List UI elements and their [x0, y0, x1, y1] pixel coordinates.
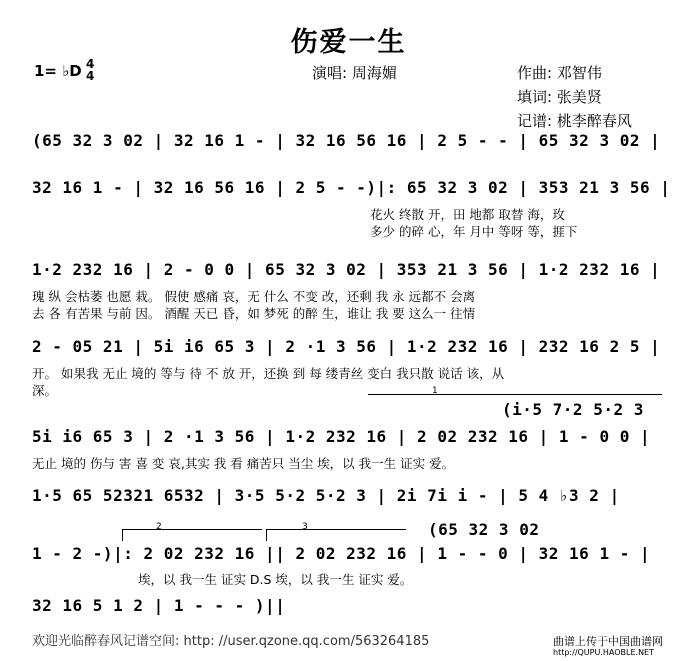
footer-site-name: 曲谱上传于中国曲谱网: [553, 635, 663, 648]
key-signature: 1= ♭D: [34, 62, 82, 80]
notation-row-7: 1 - 2 -)|: 2 02 232 16 || 2 02 232 16 | 1 - - 0 | 32 16 1 - |: [32, 544, 651, 563]
footer-link-text: 欢迎光临醉春风记谱空间: http: //user.qzone.qq.com/563264185: [32, 634, 430, 649]
notation-row-6: 1·5 65 52321 6532 | 3·5 5·2 5·2 3 | 2i 7i i - | 5 4 ♭3 2 |: [32, 486, 620, 505]
composer-credit: 作曲: 邓智伟: [517, 64, 602, 82]
volta-2-tick: [122, 529, 123, 541]
lyric-row-4b: 深。: [32, 383, 58, 398]
notation-row-7-extra: (65 32 3 02: [428, 520, 540, 539]
footer-site-url: http://QUPU.HAOBLE.NET: [553, 648, 654, 657]
notation-row-4: 2 - 05 21 | 5i i6 65 3 | 2 ·1 3 56 | 1·2 232 16 | 232 16 2 5 |: [32, 337, 661, 356]
volta-2-label: 2: [156, 522, 162, 532]
lyric-row-2b: 多少 的碎 心，年 月中 等呀 等，捱下: [370, 224, 578, 239]
lyric-row-4a: 开。 如果我 无止 境的 等与 待 不 放 开，还换 到 每 缕青丝 变白 我只散 说话 该，从: [32, 366, 505, 381]
volta-2-line: [122, 529, 262, 530]
song-title: 伤爱一生: [290, 27, 407, 58]
notation-row-5: 5i i6 65 3 | 2 ·1 3 56 | 1·2 232 16 | 2 02 232 16 | 1 - 0 0 |: [32, 427, 651, 446]
lyric-row-7: 埃，以 我一生 证实 D.S 埃，以 我一生 证实 爱。: [138, 572, 413, 587]
lyric-row-5: 无止 境的 伤与 害 喜 变 哀,其实 我 看 痛苦只 当尘 埃，以 我一生 证实 爱。: [32, 456, 455, 471]
notation-row-4-extra: (i·5 7·2 5·2 3: [502, 400, 644, 419]
volta-3-label: 3: [302, 522, 308, 532]
singer-credit: 演唱: 周海媚: [312, 64, 397, 82]
notation-row-1: (65 32 3 02 | 32 16 1 - | 32 16 56 16 | 2 5 - - | 65 32 3 02 |: [32, 131, 661, 150]
notation-row-3: 1·2 232 16 | 2 - 0 0 | 65 32 3 02 | 353 21 3 56 | 1·2 232 16 |: [32, 260, 661, 279]
lyric-row-3a: 瑰 纵 会枯萎 也愿 栽。 假使 感痛 哀，无 什么 不变 改，还剩 我 永 远都不 会离: [32, 289, 476, 304]
notation-row-2: 32 16 1 - | 32 16 56 16 | 2 5 - -)|: 65 32 3 02 | 353 21 3 56 |: [32, 178, 671, 197]
volta-3-tick: [266, 529, 267, 541]
volta-3-line: [266, 529, 406, 530]
time-signature: [86, 58, 94, 82]
notation-row-8: 32 16 5 1 2 | 1 - - - )||: [32, 596, 286, 615]
meter-top: 4: [86, 57, 95, 71]
volta-1-line: [368, 394, 662, 395]
volta-1-label: 1: [432, 386, 438, 396]
lyricist-credit: 填词: 张美贤: [517, 88, 602, 106]
meter-bottom: 4: [86, 69, 95, 83]
lyric-row-2a: 花火 终散 开，田 地都 取替 海，玫: [370, 207, 565, 222]
lyric-row-3b: 去 各 有苦果 与前 因。 酒醒 天已 昏，如 梦死 的醉 生，谁让 我 要 这么一 往情: [32, 306, 476, 321]
transcriber-credit: 记谱: 桃李醉春风: [517, 112, 632, 130]
